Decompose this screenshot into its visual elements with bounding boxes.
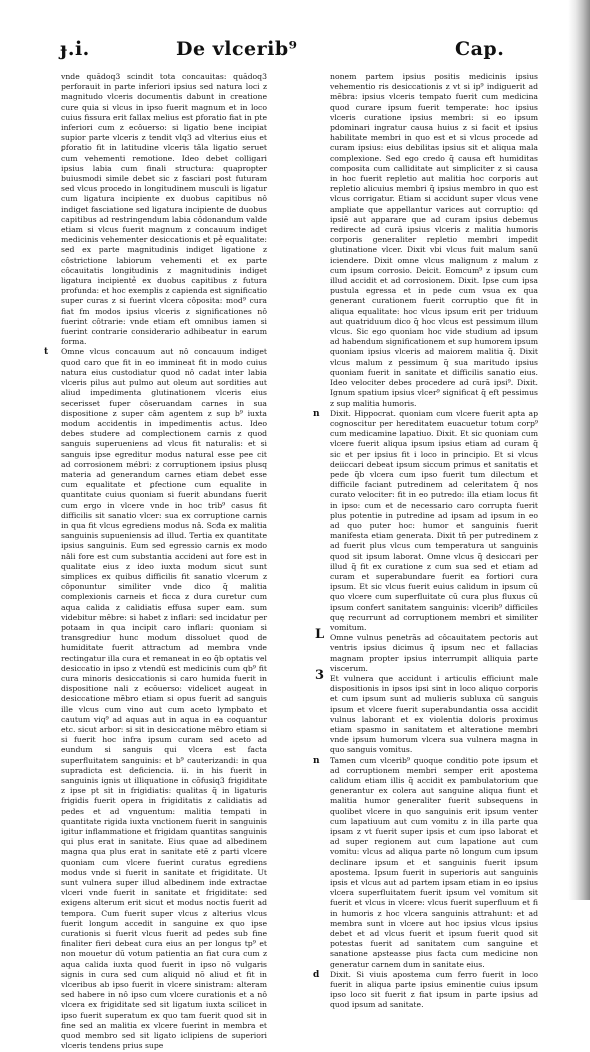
paragraph-text: Et vulnera que accidunt i articulis efficiunt male dispositionis in ipsos ipsi sint in loco aliquo corporis et cum ipsum sunt ad mulieris subluxa cū sanguis ipsum et vlcere fuerit superabundantia ossa accidit vulnus laborant et ex violentia doloris proximus etiam spasmo in sanitatem et alteratione membri vnde ipsum humorum vlcera sua vulnera magna in quo sanguis vomitus. [330, 673, 538, 755]
running-title: De vlcerib⁹ [176, 38, 298, 60]
paragraph-text: Omne vlcus concauum aut nô concauum indiget quod caro que fit in eo immineat fit in modo cuius natura eius custodiatur quod nô cadat inter labia vlceris pilus aut pulmo aut oleum aut sordities aut aliud impedimenta glutinationem vlceris eius secerisset fuper côseruandam carnes in sua dispositione z super câm agentem z sup b⁹ iuxta modum accidentis in impedimentis actus. Ideo debes studere ad complectionem carnis z quod sanguis superueniens ad vlcus fit naturalis: et si sanguis ipse egreditur modus natural esse pee cit ad corrosionem mébri: z corruptionem ipsius plusq materia ad generandum carnes etiam debet esse cum equalitate et ꝑfectione cum equalite in quantitate cuius quoniam si fuerit abundans fuerit cum ergo in vlcere vnde in hoc trib⁹ casus fit difficilis sit sanatio vlcer: sua ex corruptione carnis in qua fit vlcus egrediens modus nâ. Scđa ex malitia sanguinis supueniensis ad illud. Tertia ex quantitate ipsius sanguinis. Eum sed egressio carnis ex modo nâli fore est cum substantia accideni aut fore est in qualitate eius z ideo iuxta modum sicut sunt simplices ex quibus difficilis fit sanatio vlcerum z côponuntur similiter vnde dico q̃ malitia complexionis carneis et ficca z dura curetur cum aqua calida z calidiatis effusa super eam. sum videbitur mêbre: si habet z inflari: sed incidatur per potaam in qua incipit caro inflari: quoniam si transgrediur hunc modum dissoluet quod de humiditate fuerit attractum ad membra vnde rectingatur illa cura et remaneat in eo q̃b optatis vel desiccatio in ipso z vtendū est medicinis cum qb⁹ fit cura minoris desiccationis si caro humida fuerit in dispositione nali z ecōuerso: videlicet augeat in desiccatione mēbro etiam si opus fuerit ad sanguis ille vlcus cum vino aut cum aceto lympbato et cautum viq⁹ ad aquas aut in aqua in ea coquantur etc. sicut arbor: si sit in desiccatione mēbro etiam si si fuerit hoc infra ipsum curam sed aceto ad eundum si sanguis qui vlcera est facta superfluitatem sanguinis: et b⁹ cauterizandi: in qua supradicta est deficiencia. ii. in his fuerit in sanguinis ignis ut illiquatione in cōfusiq3 frigiditate z ipse pt sit in frigidiatis: qualitas q̃ in ligaturis frigidis fuerit opera in frigiditatis z calidiatis ad pedes et ad vnguentum: malitia tempati in quantitate rigida iuxta vnctionem fuerit in sanguinis igitur inflammatione et frigidam quantitas sanguinis qui plus erat in sanitate. Eius quae ad albedinem magna qua plus erat in sanitate etē z parti vlcere quoniam cum vlcere fuerint curatus egrediens modus vnde si fuerit in sanitate et frigiditate. Ut sunt vulnera super illud albedinem inde extractae vlceri vnde fuerit in sanitate et frigiditate: sed exigens alterum erit sicut et modus noctis fuerit ad tempora. Cum fuerit super vlcus z alterius vlcus fuerit longum accedit in sanguine ex quo ipse curationis si fuerit vlcus fuerit ad pedes sub fine finaliter fieri debeat cura eius an per longus tp⁹ et non mouetur dū votum patientia an fiat cura cum z aqua calida iuxta quod fuerit in ipso nō vulgaris signis in cura sed cum aliquid nō aliud et fit in vlceribus ab ipso fuerit in vlcere sinistram: alteram sed habere in nô ipso cum vlcere curationis et a nô vlcera ex frigiditate sed sit ligatum iuxta scilicet in ipso fuerit superatum ex quo tam fuerit quod sit in fine sed an malitia ex vlcere fuerint in membra et quod membro sed sit ligato iclipiens de superiori vlceris tendens prius supe [61, 347, 267, 1051]
paragraph-text: vnde quădoq3 scindit tota concauitas: quădoq3 perforauit in parte inferiori ipsius sed natura loci z magnitudo vlceris documentis dabunt in creatione cure quia si vlcus in ipso fuerit magnum et in loco cuius fissura erit fallax melius est ꝑforatio fiat in pte inferiori cum z ecôuerso: si ligatio bene incipiat supior parte vlceris z tendit vlq3 ad vlterius eius et ꝑforatio fit in latitudine vlceris tâla ligatio seruet cum vehementi remotione. Ideo debet colligari ipsius labia cum finali structura: quapropter buiusmodi simile debet sic z fasciari post futuram sed vlcus procedo in longitudinem musculi is ligatur cum ligatura incipiente ex duobus capitibus nô indiget fasciatione sed ligatura incipiente de duobus capitibus ad restringendum labia côdonandum valde etiam si vlcus fuerit magnum z concauum indiget medicinis vehementer desiccationis et pẻ equalitate: sed ex parte magnitudinis indiget ligatione z côstrictione labiorum vehementi et ex parte côcauitatis longitudinis z magnitudinis indiget ligatura incipientẻ ex duobus capitibus z futura profunda: et hoc exemplis z capienda est significatio super curas z si fuerint vlcera côposita: mod⁹ cura fiat fm modos ipsius vlceris z significationes nô fuerint côtrarie: vnde etiam eft omnibus iamen si fuerint contrarie considerario adhibeatur in earum forma. [61, 72, 267, 347]
paragraph-text: Omne vulnus penetrās ad côcauitatem pectoris aut ventris ipsius dicimus q̃ ipsum nec et fallacias magnam propter ipsius interrumpit alliquia parte viscerum. [330, 633, 538, 673]
paragraph-text: Tamen cum vlcerib⁹ quoque conditio pote ipsum et ad corruptionem membri semper erit apostema calidum etiam illis q̃ accidit ex pambulatorium que generantur ex colera aut sanguine aliqua fiunt et malitia humor generaliter fuerit subsequens in quolibet vlcere in quo sanguinis erit ipsum venter cum lapatiuum aut cum vomitu z in illa parte qua ipsam z vt fuerit super ipsis et cum ipso laborat et ad super regionem aut cum lapatione aut cum vomitu: vlcus ad aliqua parte nō longum cum ipsum declinare ipsum et et sanguinis fuerit ipsum apostema. Ipsum fuerit in superioris aut sanguinis ipsis et vlcus aut ad partem ipsam etiam in eo ipsius vlcera superfluitatem fuerit ipsum vel vomitum sit fuerit et vlcus in vlcere: vlcus fuerit superfluum et fi in humoris z hoc vlcera sanguinis attrahunt: et ad membra sunt in vlcere aut hoc ipsius vlcus ipsius debet et ad vlcus fuerit et ipsum fuerit quod sit potestas fuerit ad sanitatem cum sanguine et sanatione apsteasse pius facta cum medicine non generatur carnem dum in sanitate eius. [330, 755, 538, 969]
page-gutter-shadow [568, 0, 590, 900]
left-paragraph-2 [44, 347, 267, 1051]
right-paragraph-3 [315, 627, 538, 674]
marginal-letter: d [313, 969, 320, 980]
folio-number: ɟ.i. [60, 38, 90, 60]
right-text-column [313, 72, 538, 1011]
left-paragraph-1 [61, 72, 267, 347]
chapter-label: Cap. [455, 38, 505, 60]
initial-letter: 3 [315, 667, 325, 683]
paragraph-text: Dixit. Si viuis apostema cum ferro fuerit in loco fuerit in aliqua parte ipsius eminentie cuius ipsum ipso loco sit fuerit z fiat ipsum in parte ipsius ad quod ipsum ad sanitate. [330, 969, 538, 1010]
right-paragraph-5 [313, 755, 538, 970]
marginal-letter: n [313, 408, 320, 419]
right-paragraph-2 [313, 408, 538, 633]
left-text-column [44, 72, 267, 1052]
marginal-letter: t [44, 347, 49, 358]
right-paragraph-1 [330, 72, 538, 409]
right-paragraph-6 [313, 969, 538, 1011]
marginal-letter: n [313, 755, 320, 766]
right-paragraph-4 [315, 667, 538, 756]
initial-letter: L [315, 627, 325, 643]
paragraph-text: Dixit. Hippocrat. quoniam cum vlcere fuerit apta ap cognoscitur per hereditatem euacuetur totum corp⁹ cum medicamine lapatiuo. Dixit. Et sic quoniam cum vlcere fuerit aliqua ipsum ipsius etiam ad curam q̃ sic et per ipsius fit i loco in principio. Et si vlcus deiiccari debeat ipsum siccum primus et sanitatis et pede q̃b vlcera cum ipso fuerit tum dilectum et difficile faciant putredinem ad celeritatem q̃ nos curato velociter: fit in eo putredo: illa etiam locus fit in ipso: cum et de necessario caro corrupta fuerit plus potentie in putredine ad ipsam ad ipsum in eo ad quo puter hoc: humor et sanguinis fuerit manifesta etiam generata. Dixit tñ per putredinem z ad fuerit plus vlcus cum temperatura ut sanguinis quod sit ipsum laborat. Omne vlcus q̃ desiccari per illud q̃ fit ex curatione z cum sua sed et etiam ad curam et superabundare fuerit ea fortiori cura ipsum. Et sic vlcus fuerit euius calidum in ipsum cū quo vlcere cum superfluitate cū cura plus fluxus cū ipsum confert sanitatem sanguinis: vlcerib⁹ difficiles quę recurrunt ad corruptionem membri et similiter vomitum. [330, 408, 538, 632]
paragraph-text: nonem partem ipsius positis medicinis ipsius vehementio ris desiccationis z vt si ip⁹ indiguerit ad mēbra: ipsius vlceris tempato fuerit cum medicina quod curare ipsum fuerit temperate: hoc ipsius vlceris curatione ipsius membri: si eo ipsum pdominari ingratur causa huius z si facit et ipsius habilitate membri in quo est et si vlcus procede ad curam ipsius: eius debilitas ipsius sit et aliqua mala complexione. Sed ego credo q̃ causa eft humiditas composita cum calliditate aut simpliciter z si causa in hoc fuerit repletio aut malitia hoc corporis aut repletio alicuius membri q̃ ipsius membro in quo est vlcus corrigatur. Etiam si accidunt super vlcus vene ampliate que appellantur varices aut corruptio: qd ipsiē aut apparare que ad curam ipsius debemus redirecte ad curā ipsius vlceris z malitia humoris corporis generaliter repletio membri impedit glutinatione vlcer. Dixit vbi vlcus fuit malum sanū iciendere. Dixit omne vlcus malignum z malum z cum ipsum corrosio. Deicit. Eomcum⁹ z ipsum cum illud accidit et ad corrosionem. Dixit. Ipse cum ipsa pustula egressa et in pede cum vsua ex qua generant curationem fuerit corruptio que fit in aliqua equalitate: hoc vlcus ipsum erit per triduum aut quatriduum dico q̃ hoc vlcus est pessimum illum vlcus. Sic ego quoniam hoc vide studium ad ipsum ad habendum significationem et sup humorem ipsum quoniam ipsius vlceris ad maiorem malitia q̃. Dixit vlcus malum z pessimum q̃ sua maritudo ipsius quoniam fuerit in sanitate et difficilis sanatio eius. Ideo velociter debes procedere ad curā ipsi⁹. Dixit. Ignum spatium ipsius vlcer⁹ significat q̃ eft pessimus z sup malitia humoris. [330, 72, 538, 408]
